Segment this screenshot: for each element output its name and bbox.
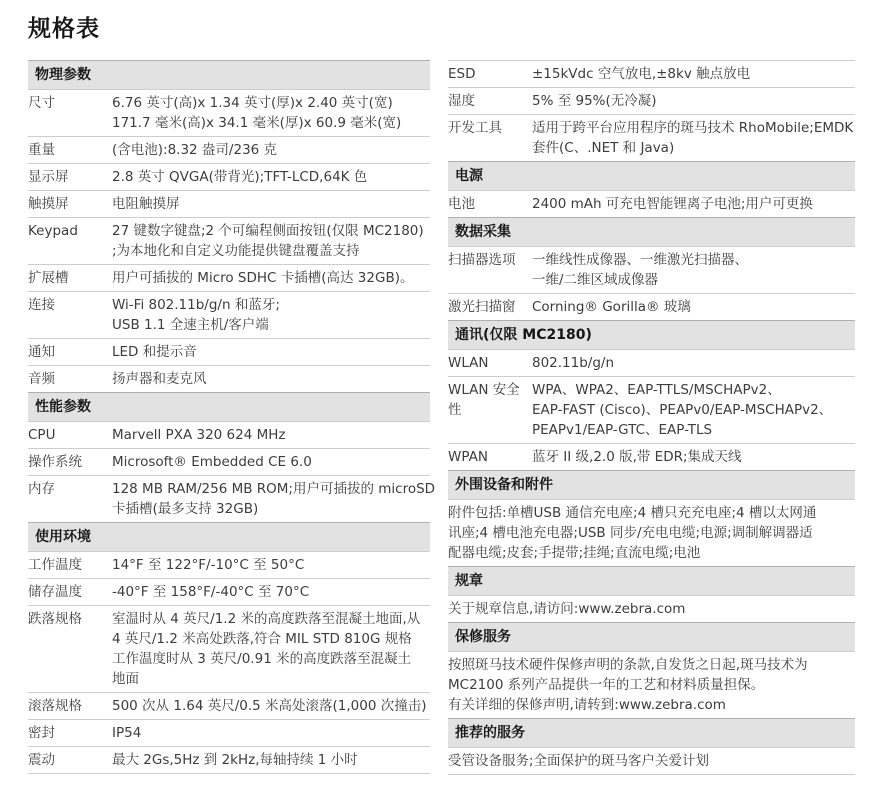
- spec-value: [532, 194, 855, 214]
- spec-value: [112, 194, 430, 214]
- spec-value-line: EAP-FAST (Cisco)、PEAPv0/EAP-MSCHAPv2、: [532, 402, 833, 418]
- spec-value-line: Marvell PXA 320 624 MHz: [112, 427, 286, 443]
- spec-label: CPU: [28, 427, 56, 443]
- spec-value-line: -40°F 至 158°F/-40°C 至 70°C: [112, 584, 310, 600]
- spec-value: [112, 295, 430, 335]
- spec-label: ESD: [448, 66, 476, 82]
- spec-value: [112, 425, 430, 445]
- section-header: 电源: [448, 161, 855, 190]
- spec-value: [532, 297, 855, 317]
- spec-value-line: 用户可插拔的 Micro SDHC 卡插槽(高达 32GB)。: [112, 270, 414, 286]
- spec-value-line: PEAPv1/EAP-GTC、EAP-TLS: [532, 422, 713, 438]
- spec-value-line: 500 次从 1.64 英尺/0.5 米高处滚落(1,000 次撞击): [112, 698, 427, 714]
- spec-label: 音频: [28, 371, 55, 387]
- spec-value: [532, 447, 855, 467]
- section-header: 性能参数: [28, 392, 430, 421]
- spec-value: [112, 342, 430, 362]
- spec-row: [28, 264, 430, 291]
- spec-value: [532, 64, 855, 84]
- spec-value: [532, 118, 855, 158]
- spec-value-line: 128 MB RAM/256 MB ROM;用户可插拔的 microSD: [112, 481, 436, 497]
- spec-value-line: 5% 至 95%(无冷凝): [532, 93, 657, 109]
- spec-value-line: LED 和提示音: [112, 344, 197, 360]
- spec-value: [112, 452, 430, 472]
- spec-value-line: 电阻触摸屏: [112, 196, 180, 212]
- spec-value: [112, 167, 430, 187]
- spec-value-line: 扬声器和麦克风: [112, 371, 207, 387]
- spec-value-line: 工作温度时从 3 英尺/0.91 米的高度跌落至混凝土: [112, 651, 412, 667]
- spec-label: 工作温度: [28, 557, 82, 573]
- spec-row: [28, 448, 430, 475]
- spec-label: 操作系统: [28, 454, 82, 470]
- spec-value-line: 171.7 毫米(高)x 34.1 毫米(厚)x 60.9 毫米(宽): [112, 115, 402, 131]
- spec-value-line: IP54: [112, 725, 142, 741]
- spec-value-line: 14°F 至 122°F/-10°C 至 50°C: [112, 557, 305, 573]
- spec-label: 密封: [28, 725, 55, 741]
- spec-value-line: 卡插槽(最多支持 32GB): [112, 501, 259, 517]
- section-header: 数据采集: [448, 217, 855, 246]
- spec-row: [448, 349, 855, 376]
- spec-row: [448, 87, 855, 114]
- spec-value-line: 一维/二维区域成像器: [532, 272, 659, 288]
- spec-label: 滚落规格: [28, 698, 82, 714]
- spec-label: WLAN: [448, 355, 489, 371]
- spec-paragraph-line: 关于规章信息,请访问:www.zebra.com: [448, 601, 686, 617]
- spec-row: [448, 293, 855, 320]
- spec-row: [28, 746, 430, 773]
- spec-value-line: ;为本地化和自定义功能提供键盘覆盖支持: [112, 243, 360, 259]
- spec-row: [28, 421, 430, 448]
- spec-value-line: 最大 2Gs,5Hz 到 2kHz,每轴持续 1 小时: [112, 752, 358, 768]
- spec-value-line: 蓝牙 II 级,2.0 版,带 EDR;集成天线: [532, 449, 742, 465]
- spec-value-line: 2400 mAh 可充电智能锂离子电池;用户可更换: [532, 196, 813, 212]
- spec-value-line: Microsoft® Embedded CE 6.0: [112, 454, 312, 470]
- spec-row: [448, 376, 855, 443]
- spec-value: [112, 140, 430, 160]
- spec-column-right: [448, 60, 855, 775]
- spec-label: 湿度: [448, 93, 475, 109]
- spec-label: 震动: [28, 752, 55, 768]
- spec-value-line: (含电池):8.32 盎司/236 克: [112, 142, 278, 158]
- spec-label: 激光扫描窗: [448, 299, 516, 315]
- spec-label: 连接: [28, 297, 55, 313]
- spec-row: [448, 60, 855, 87]
- spec-row: [28, 475, 436, 522]
- spec-value: [112, 555, 430, 575]
- spec-column-left: [28, 60, 436, 774]
- section-header: 通讯(仅限 MC2180): [448, 320, 855, 349]
- spec-row: [28, 365, 430, 392]
- spec-label: Keypad: [28, 223, 78, 239]
- spec-value: [112, 582, 430, 602]
- spec-label: 显示屏: [28, 169, 69, 185]
- spec-label: 扩展槽: [28, 270, 69, 286]
- spec-row: [448, 114, 855, 161]
- spec-row: [28, 190, 430, 217]
- spec-paragraph: [448, 747, 855, 774]
- spec-paragraph-line: 附件包括:单槽USB 通信充电座;4 槽只充充电座;4 槽以太网通: [448, 505, 817, 521]
- spec-value-line: Corning® Gorilla® 玻璃: [532, 299, 691, 315]
- spec-paragraph-line: 有关详细的保修声明,请转到:www.zebra.com: [448, 697, 726, 713]
- spec-value: [532, 380, 855, 440]
- spec-label: WLAN 安全性: [448, 382, 520, 418]
- section-header: 物理参数: [28, 60, 430, 89]
- spec-value-line: 802.11b/g/n: [532, 355, 615, 371]
- spec-label: 内存: [28, 481, 55, 497]
- spec-paragraph-line: MC2100 系列产品提供一年的工艺和材料质量担保。: [448, 677, 765, 693]
- spec-value: [112, 221, 430, 261]
- spec-row: [28, 578, 430, 605]
- section-header: 规章: [448, 566, 855, 595]
- spec-value: [112, 479, 436, 519]
- spec-label: 通知: [28, 344, 55, 360]
- spec-row: [28, 605, 430, 692]
- spec-paragraph-line: 按照斑马技术硬件保修声明的条款,自发货之日起,斑马技术为: [448, 657, 808, 673]
- spec-value: [112, 750, 430, 770]
- spec-label: 尺寸: [28, 95, 55, 111]
- spec-paragraph-line: 配器电缆;皮套;手提带;挂绳;直流电缆;电池: [448, 545, 701, 561]
- section-header: 外围设备和附件: [448, 470, 855, 499]
- section-header: 保修服务: [448, 622, 855, 651]
- spec-value-line: 4 英尺/1.2 米高处跌落,符合 MIL STD 810G 规格: [112, 631, 412, 647]
- spec-row: [448, 246, 855, 293]
- spec-value-line: 室温时从 4 英尺/1.2 米的高度跌落至混凝土地面,从: [112, 611, 421, 627]
- spec-label: 扫描器选项: [448, 252, 516, 268]
- spec-row: [28, 692, 430, 719]
- spec-value-line: 适用于跨平台应用程序的斑马技术 RhoMobile;EMDK: [532, 120, 854, 136]
- section-header: 推荐的服务: [448, 718, 855, 747]
- spec-value-line: USB 1.1 全速主机/客户端: [112, 317, 269, 333]
- spec-value: [112, 696, 430, 716]
- spec-value-line: Wi-Fi 802.11b/g/n 和蓝牙;: [112, 297, 280, 313]
- spec-value: [532, 91, 855, 111]
- spec-value: [532, 353, 855, 373]
- spec-label: 开发工具: [448, 120, 502, 136]
- spec-label: 电池: [448, 196, 475, 212]
- spec-paragraph: [448, 595, 855, 622]
- page-title: 规格表: [28, 16, 100, 42]
- spec-value: [112, 723, 430, 743]
- spec-value: [112, 268, 430, 288]
- spec-columns: [28, 60, 855, 775]
- spec-paragraph-line: 讯座;4 槽电池充电器;USB 同步/充电电缆;电源;调制解调器适: [448, 525, 813, 541]
- spec-value-line: 地面: [112, 671, 139, 687]
- spec-value-line: 一维线性成像器、一维激光扫描器、: [532, 252, 748, 268]
- section-header: 使用环境: [28, 522, 430, 551]
- spec-value-line: WPA、WPA2、EAP-TTLS/MSCHAPv2、: [532, 382, 781, 398]
- spec-row: [28, 136, 430, 163]
- spec-value: [112, 93, 430, 133]
- spec-value: [112, 609, 430, 689]
- spec-label: 重量: [28, 142, 55, 158]
- spec-row: [28, 291, 430, 338]
- spec-label: 储存温度: [28, 584, 82, 600]
- spec-row: [28, 163, 430, 190]
- spec-row: [448, 190, 855, 217]
- spec-paragraph-line: 受管设备服务;全面保护的斑马客户关爱计划: [448, 753, 710, 769]
- spec-row: [448, 443, 855, 470]
- spec-value-line: 27 键数字键盘;2 个可编程侧面按钮(仅限 MC2180): [112, 223, 424, 239]
- spec-label: WPAN: [448, 449, 488, 465]
- spec-value-line: ±15kVdc 空气放电,±8kv 触点放电: [532, 66, 751, 82]
- spec-row: [28, 89, 430, 136]
- spec-value: [532, 250, 855, 290]
- spec-label: 跌落规格: [28, 611, 82, 627]
- spec-value-line: 6.76 英寸(高)x 1.34 英寸(厚)x 2.40 英寸(宽): [112, 95, 393, 111]
- spec-row: [28, 338, 430, 365]
- spec-value: [112, 369, 430, 389]
- spec-value-line: 套件(C、.NET 和 Java): [532, 140, 675, 156]
- spec-paragraph: [448, 499, 855, 566]
- spec-label: 触摸屏: [28, 196, 69, 212]
- spec-paragraph: [448, 651, 855, 718]
- spec-row: [28, 551, 430, 578]
- spec-value-line: 2.8 英寸 QVGA(带背光);TFT-LCD,64K 色: [112, 169, 368, 185]
- spec-row: [28, 719, 430, 746]
- spec-row: [28, 217, 430, 264]
